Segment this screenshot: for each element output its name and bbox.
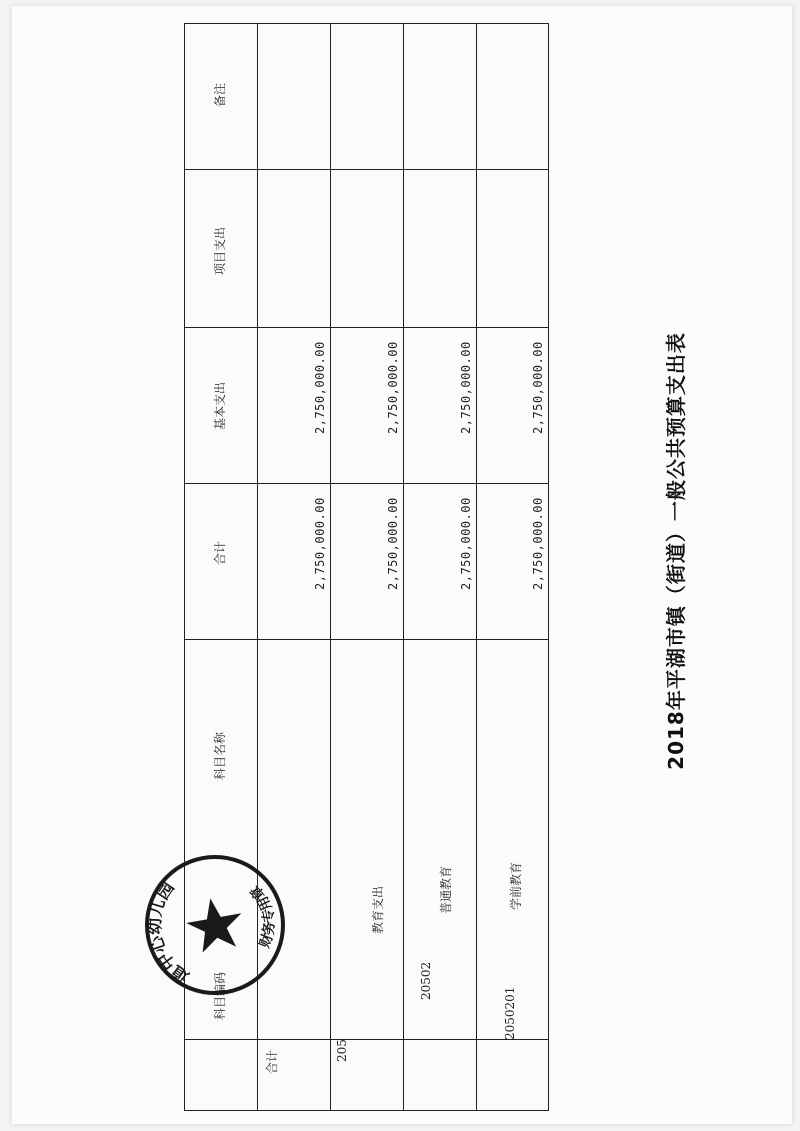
row-2050201-name: 学前教育 [509,861,523,910]
row-20502-total: 2,750,000.00 [459,497,473,590]
row-2050201-basic: 2,750,000.00 [531,341,545,434]
row-total-code: 合计 [265,1049,279,1074]
row-205-name: 教育支出 [371,885,385,934]
column-divider [185,169,548,170]
row-total-total: 2,750,000.00 [313,497,327,590]
row-2050201-code: 2050201 [503,986,517,1040]
header-note: 备注 [213,82,227,107]
header-basic: 基本支出 [213,381,227,430]
svg-text:财务专用章 [245,880,283,953]
header-name: 科目名称 [213,731,227,780]
row-2050201-total: 2,750,000.00 [531,497,545,590]
seal-star-icon [183,894,247,955]
column-divider [185,327,548,328]
official-seal [140,850,290,1000]
seal-text: 道中心幼儿园 [145,878,194,987]
row-divider [330,24,331,1110]
row-205-basic: 2,750,000.00 [386,341,400,434]
row-205-total: 2,750,000.00 [386,497,400,590]
row-20502-basic: 2,750,000.00 [459,341,473,434]
row-205-code: 205 [335,1039,349,1062]
page-title: 2018年平湖市镇（街道）一般公共预算支出表 [664,332,688,770]
header-code: 科目编码 [213,971,227,1020]
row-20502-code: 20502 [419,961,433,1000]
column-divider [185,639,548,640]
row-divider [403,24,404,1110]
header-total: 合计 [213,540,227,565]
column-divider [185,483,548,484]
column-divider [185,1039,548,1040]
seal-lower-text: 财务专用章 [247,881,279,951]
row-divider [476,24,477,1110]
header-project: 项目支出 [213,226,227,275]
row-20502-name: 普通教育 [439,865,453,914]
row-total-basic: 2,750,000.00 [313,341,327,434]
